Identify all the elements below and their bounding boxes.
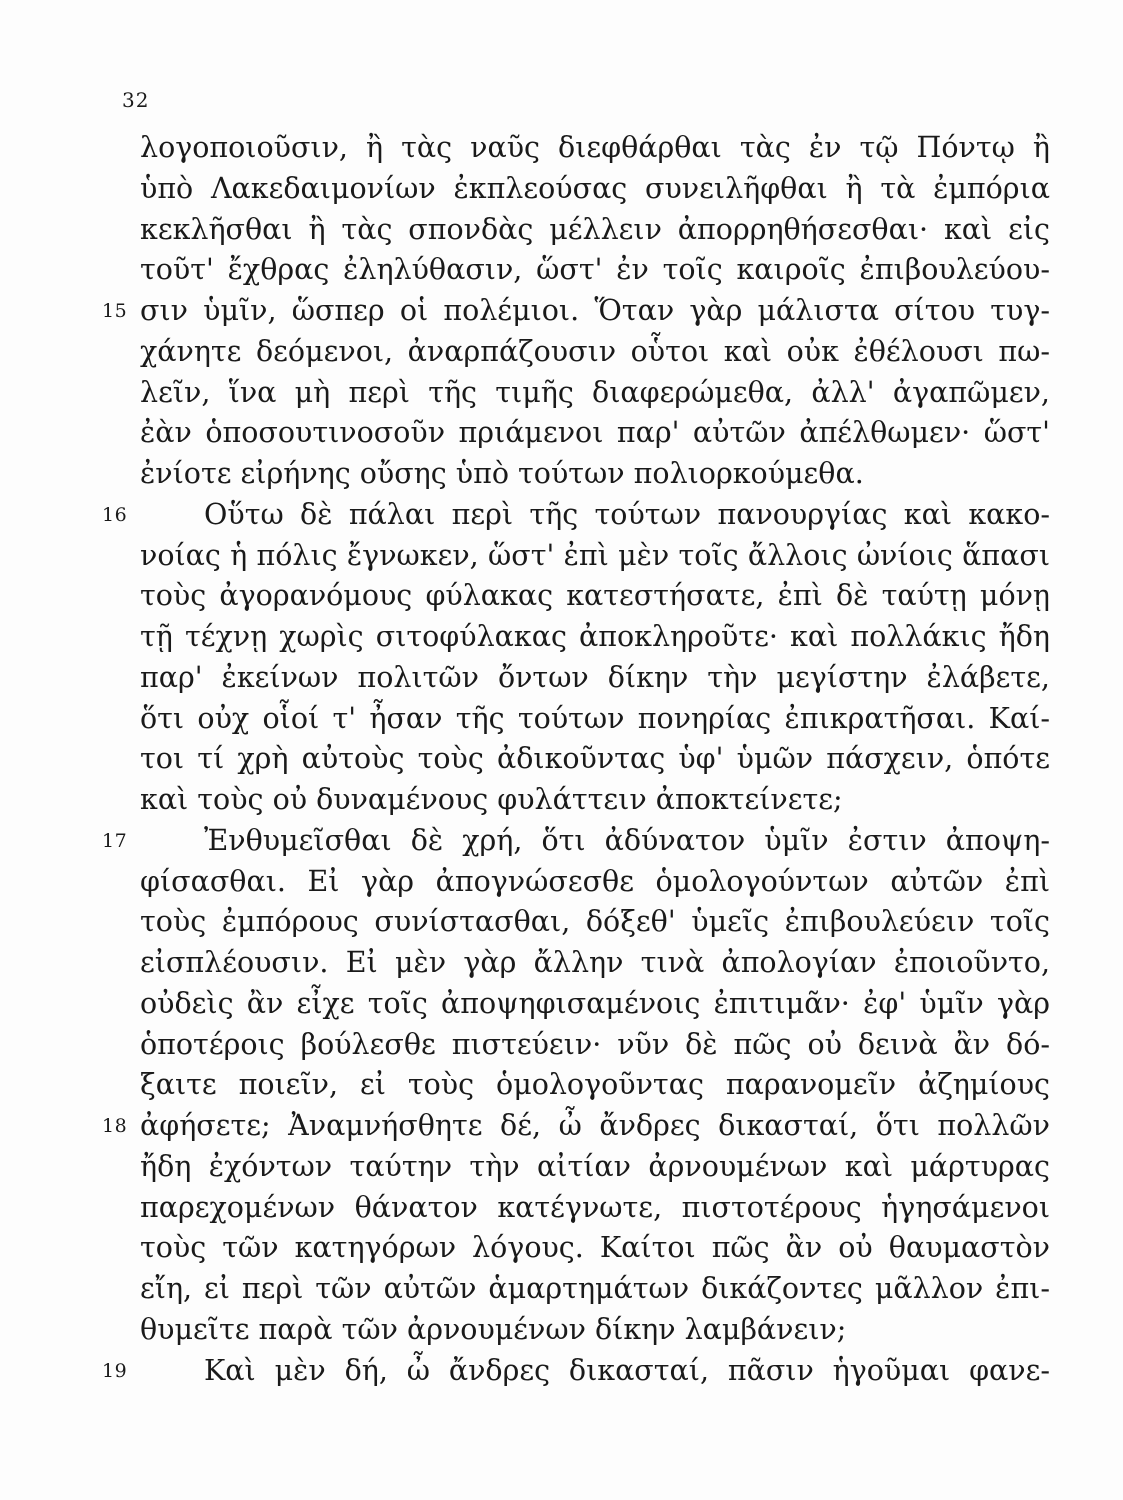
line-text: παρεχομένων θάνατον κατέγνωτε, πιστοτέρους ἡγησάμενοι — [140, 1190, 1050, 1224]
line-text: ὅτι οὐχ οἷοί τ' ἦσαν τῆς τούτων πονηρίας ἐπικρατῆσαι. Καί- — [140, 701, 1050, 735]
text-line — [140, 699, 1050, 740]
line-text: ξαιτε ποιεῖν, εἰ τοὺς ὁμολογοῦντας παρανομεῖν ἀζημίους — [140, 1068, 1050, 1102]
line-text: Ἐνθυμεῖσθαι δὲ χρή, ὅτι ἀδύνατον ὑμῖν ἐστιν ἀποψη- — [204, 823, 1050, 857]
text-line — [140, 128, 1050, 169]
line-text: ἤδη ἐχόντων ταύτην τὴν αἰτίαν ἀρνουμένων καὶ μάρτυρας — [140, 1149, 1050, 1183]
section-number: 17 — [102, 829, 128, 852]
text-line — [140, 902, 1050, 943]
page-number: 32 — [122, 88, 150, 112]
text-line — [140, 1269, 1050, 1310]
line-text: χάνητε δεόμενοι, ἀναρπάζουσιν οὗτοι καὶ οὐκ ἐθέλουσι πω- — [140, 334, 1050, 368]
line-text: θυμεῖτε παρὰ τῶν ἀρνουμένων δίκην λαμβάνειν; — [140, 1312, 847, 1346]
text-line — [140, 576, 1050, 617]
line-text: ὁποτέροις βούλεσθε πιστεύειν· νῦν δὲ πῶς οὐ δεινὰ ἂν δό- — [140, 1027, 1050, 1061]
text-line — [102, 821, 1050, 862]
line-text: τοὺς τῶν κατηγόρων λόγους. Καίτοι πῶς ἂν οὐ θαυμαστὸν — [140, 1231, 1050, 1265]
line-text: τῇ τέχνῃ χωρὶς σιτοφύλακας ἀποκληροῦτε· καὶ πολλάκις ἤδη — [140, 620, 1050, 653]
line-text: ἐὰν ὁποσουτινοσοῦν πριάμενοι παρ' αὐτῶν ἀπέλθωμεν· ὥστ' — [140, 416, 1050, 450]
line-text: Οὕτω δὲ πάλαι περὶ τῆς τούτων πανουργίας καὶ κακο- — [204, 497, 1050, 531]
text-line — [140, 617, 1050, 658]
section-number: 15 — [102, 300, 128, 322]
text-line — [140, 332, 1050, 373]
section-number: 18 — [102, 1115, 128, 1137]
text-line — [140, 1228, 1050, 1269]
text-line — [102, 1351, 1050, 1392]
text-line — [140, 780, 1050, 821]
line-text: τοι τί χρὴ αὐτοὺς τοὺς ἀδικοῦντας ὑφ' ὑμῶν πάσχειν, ὁπότε — [140, 742, 1050, 776]
line-text: οὐδεὶς ἂν εἶχε τοῖς ἀποψηφισαμένοις ἐπιτιμᾶν· ἐφ' ὑμῖν γὰρ — [140, 986, 1050, 1020]
text-line — [140, 454, 1050, 495]
line-text: ὑπὸ Λακεδαιμονίων ἐκπλεούσας συνειλῆφθαι ἢ τὰ ἐμπόρια — [140, 171, 1050, 205]
text-line — [140, 373, 1050, 414]
text-line — [102, 495, 1050, 536]
line-text: σιν ὑμῖν, ὥσπερ οἱ πολέμιοι. Ὅταν γὰρ μάλιστα σίτου τυγ- — [140, 294, 1050, 327]
line-text: κεκλῆσθαι ἢ τὰς σπονδὰς μέλλειν ἀπορρηθήσεσθαι· καὶ εἰς — [140, 212, 1050, 246]
text-line — [140, 250, 1050, 291]
text-line — [140, 1310, 1050, 1351]
line-text: καὶ τοὺς οὐ δυναμένους φυλάττειν ἀποκτείνετε; — [140, 783, 843, 816]
text-line — [140, 739, 1050, 780]
text-line — [102, 1106, 1050, 1147]
text-line — [140, 536, 1050, 577]
text-line — [140, 658, 1050, 699]
text-line — [140, 862, 1050, 903]
line-text: νοίας ἡ πόλις ἔγνωκεν, ὥστ' ἐπὶ μὲν τοῖς ἄλλοις ὠνίοις ἅπασι — [140, 538, 1050, 572]
text-line — [102, 291, 1050, 332]
text-line — [140, 413, 1050, 454]
line-text: φίσασθαι. Εἰ γὰρ ἀπογνώσεσθε ὁμολογούντων αὐτῶν ἐπὶ — [140, 864, 1050, 898]
section-number: 16 — [102, 503, 128, 526]
text-line — [140, 210, 1050, 251]
text-line — [140, 984, 1050, 1025]
line-text: λογοποιοῦσιν, ἢ τὰς ναῦς διεφθάρθαι τὰς ἐν τῷ Πόντῳ ἢ — [140, 131, 1050, 164]
line-text: τοὺς ἀγορανόμους φύλακας κατεστήσατε, ἐπὶ δὲ ταύτῃ μόνῃ — [140, 579, 1050, 613]
text-line — [140, 1188, 1050, 1229]
line-text: ἐνίοτε εἰρήνης οὔσης ὑπὸ τούτων πολιορκούμεθα. — [140, 457, 864, 490]
line-text: εἰσπλέουσιν. Εἰ μὲν γὰρ ἄλλην τινὰ ἀπολογίαν ἐποιοῦντο, — [140, 946, 1050, 979]
line-text: ἀφήσετε; Ἀναμνήσθητε δέ, ὦ ἄνδρες δικασταί, ὅτι πολλῶν — [140, 1109, 1050, 1142]
text-line — [140, 1065, 1050, 1106]
text-line — [140, 943, 1050, 984]
line-text: λεῖν, ἵνα μὴ περὶ τῆς τιμῆς διαφερώμεθα, ἀλλ' ἀγαπῶμεν, — [140, 375, 1050, 409]
text-line — [140, 1025, 1050, 1066]
text-line — [140, 169, 1050, 210]
section-number: 19 — [102, 1359, 128, 1382]
line-text: εἴη, εἰ περὶ τῶν αὐτῶν ἁμαρτημάτων δικάζοντες μᾶλλον ἐπι- — [140, 1272, 1050, 1305]
line-text: τοὺς ἐμπόρους συνίστασθαι, δόξεθ' ὑμεῖς ἐπιβουλεύειν τοῖς — [140, 905, 1050, 939]
text-line — [140, 1147, 1050, 1188]
line-text: παρ' ἐκείνων πολιτῶν ὄντων δίκην τὴν μεγίστην ἐλάβετε, — [140, 660, 1050, 694]
text-block — [102, 128, 1050, 1391]
line-text: τοῦτ' ἔχθρας ἐληλύθασιν, ὥστ' ἐν τοῖς καιροῖς ἐπιβουλεύου- — [140, 253, 1050, 287]
line-text: Καὶ μὲν δή, ὦ ἄνδρες δικασταί, πᾶσιν ἡγοῦμαι φανε- — [204, 1353, 1050, 1387]
